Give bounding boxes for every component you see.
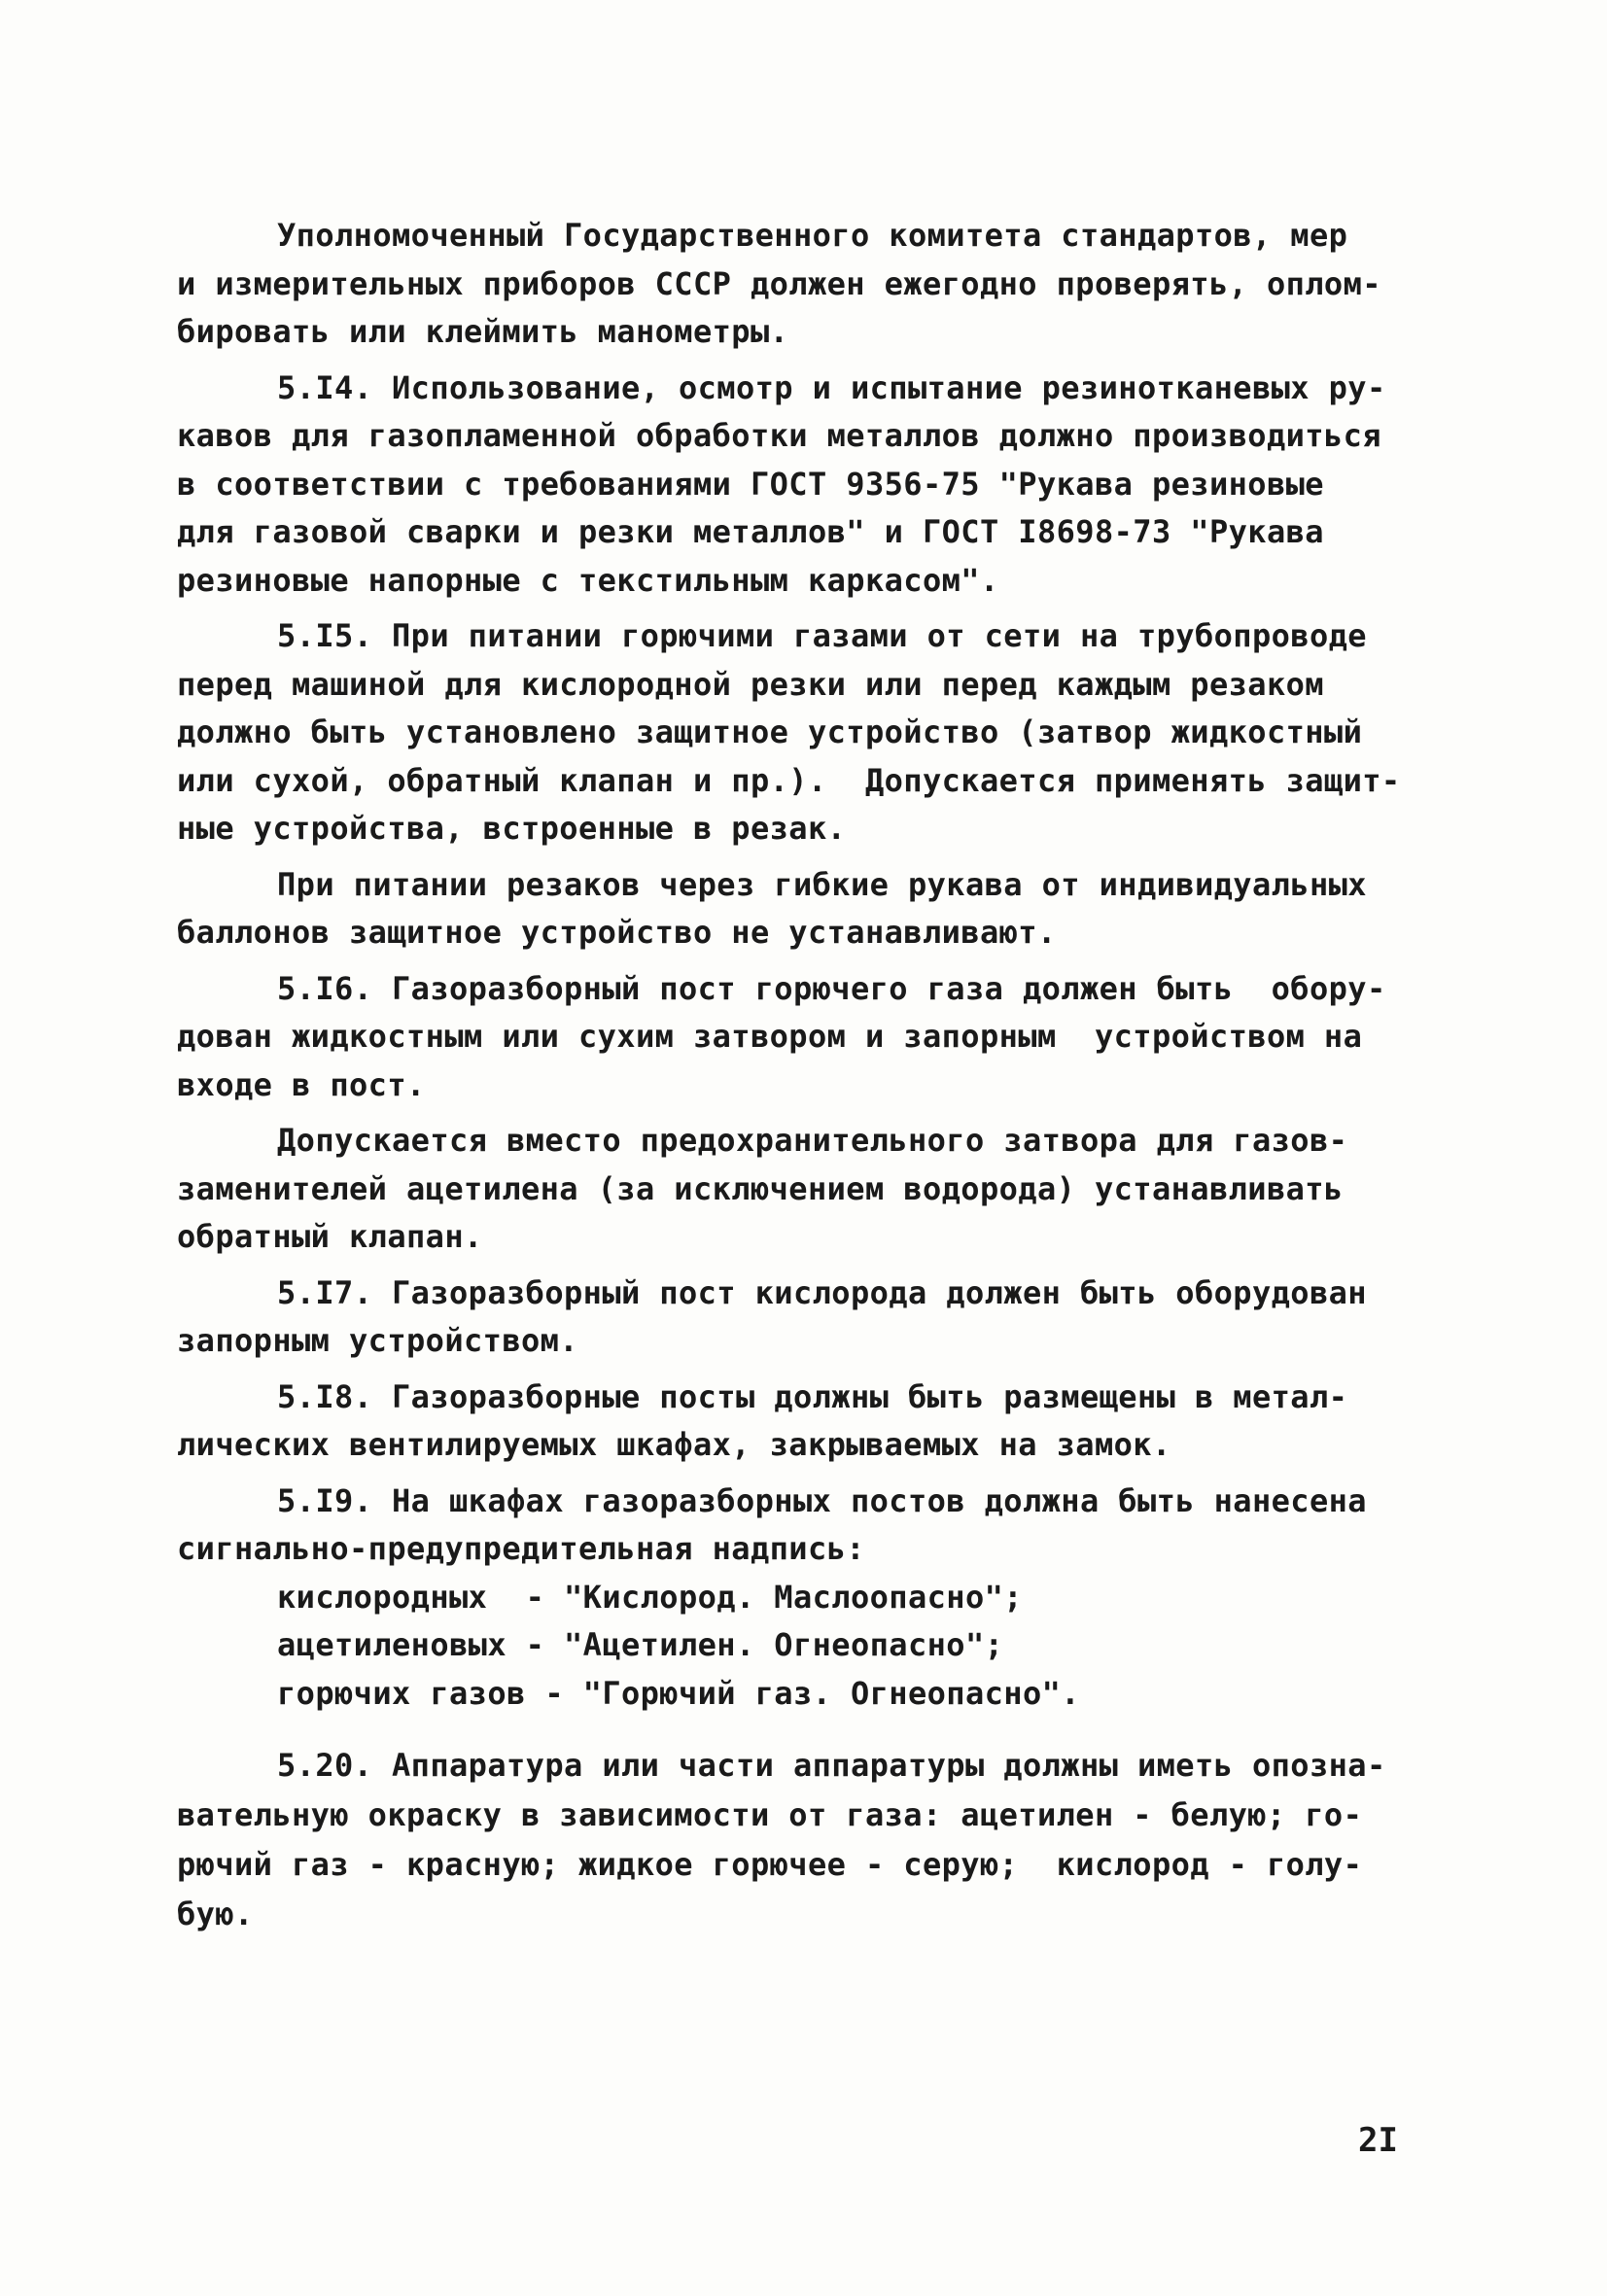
body-text — [177, 212, 1431, 1947]
text-line: дован жидкостным или сухим затвором и запорным устройством на — [177, 1018, 1363, 1055]
page-number: 2I — [1358, 2121, 1398, 2160]
paragraph-5-16 — [177, 965, 1431, 1110]
list-item: кислородных - "Кислород. Маслоопасно"; — [277, 1578, 1023, 1616]
text-line: лических вентилируемых шкафах, закрываемых на замок. — [177, 1426, 1171, 1463]
text-line: обратный клапан. — [177, 1218, 483, 1255]
text-line: сигнально-предупредительная надпись: — [177, 1530, 865, 1567]
text-line: 5.20. Аппаратура или части аппаратуры должны иметь опозна- — [277, 1747, 1386, 1784]
paragraph-authorized — [177, 212, 1431, 357]
text-line: рючий газ - красную; жидкое горючее - серую; кислород - голу- — [177, 1846, 1363, 1883]
text-line: или сухой, обратный клапан и пр.). Допускается применять защит- — [177, 761, 1401, 799]
paragraph-5-16-continued — [177, 1117, 1431, 1262]
paragraph-5-17 — [177, 1270, 1431, 1366]
paragraph-5-18 — [177, 1374, 1431, 1470]
text-line: вательную окраску в зависимости от газа: ацетилен - белую; го- — [177, 1796, 1363, 1833]
text-line: кавов для газопламенной обработки металлов должно производиться — [177, 417, 1381, 454]
text-line: бую. — [177, 1896, 254, 1932]
text-line: заменителей ацетилена (за исключением водорода) устанавливать — [177, 1169, 1344, 1207]
text-line: резиновые напорные с текстильным каркасом". — [177, 561, 999, 599]
text-line: ные устройства, встроенные в резак. — [177, 810, 847, 847]
text-line: в соответствии с требованиями ГОСТ 9356-75 "Рукава резиновые — [177, 465, 1324, 503]
text-line: запорным устройством. — [177, 1322, 578, 1359]
text-line: 5.I4. Использование, осмотр и испытание резинотканевых ру- — [277, 368, 1386, 406]
text-line: входе в пост. — [177, 1065, 426, 1103]
paragraph-5-15 — [177, 612, 1431, 853]
text-line: 5.I8. Газоразборные посты должны быть размещены в метал- — [277, 1377, 1348, 1415]
list-item: ацетиленовых - "Ацетилен. Огнеопасно"; — [277, 1626, 1004, 1663]
text-line: 5.I7. Газоразборный пост кислорода должен быть оборудован — [277, 1273, 1367, 1311]
text-line: перед машиной для кислородной резки или перед каждым резаком — [177, 665, 1324, 703]
paragraph-5-19 — [177, 1478, 1431, 1719]
text-line: должно быть установлено защитное устройство (затвор жидкостный — [177, 713, 1363, 750]
text-line: баллонов защитное устройство не устанавливают. — [177, 914, 1057, 951]
text-line: бировать или клеймить манометры. — [177, 313, 789, 350]
paragraph-5-14 — [177, 365, 1431, 606]
paragraph-5-15-continued — [177, 861, 1431, 957]
text-line: При питании резаков через гибкие рукава от индивидуальных — [277, 865, 1367, 903]
list-item: горючих газов - "Горючий газ. Огнеопасно". — [277, 1674, 1080, 1712]
text-line: 5.I5. При питании горючими газами от сети на трубопроводе — [277, 617, 1367, 654]
paragraph-5-20 — [177, 1741, 1431, 1939]
text-line: для газовой сварки и резки металлов" и ГОСТ I8698-73 "Рукава — [177, 513, 1324, 550]
text-line: и измерительных приборов СССР должен ежегодно проверять, оплом- — [177, 264, 1381, 302]
text-line: 5.I6. Газоразборный пост горючего газа должен быть обору- — [277, 969, 1386, 1007]
text-line: Допускается вместо предохранительного затвора для газов- — [277, 1122, 1348, 1159]
text-line: 5.I9. На шкафах газоразборных постов должна быть нанесена — [277, 1481, 1367, 1519]
text-line: Уполномоченный Государственного комитета стандартов, мер — [277, 217, 1348, 254]
